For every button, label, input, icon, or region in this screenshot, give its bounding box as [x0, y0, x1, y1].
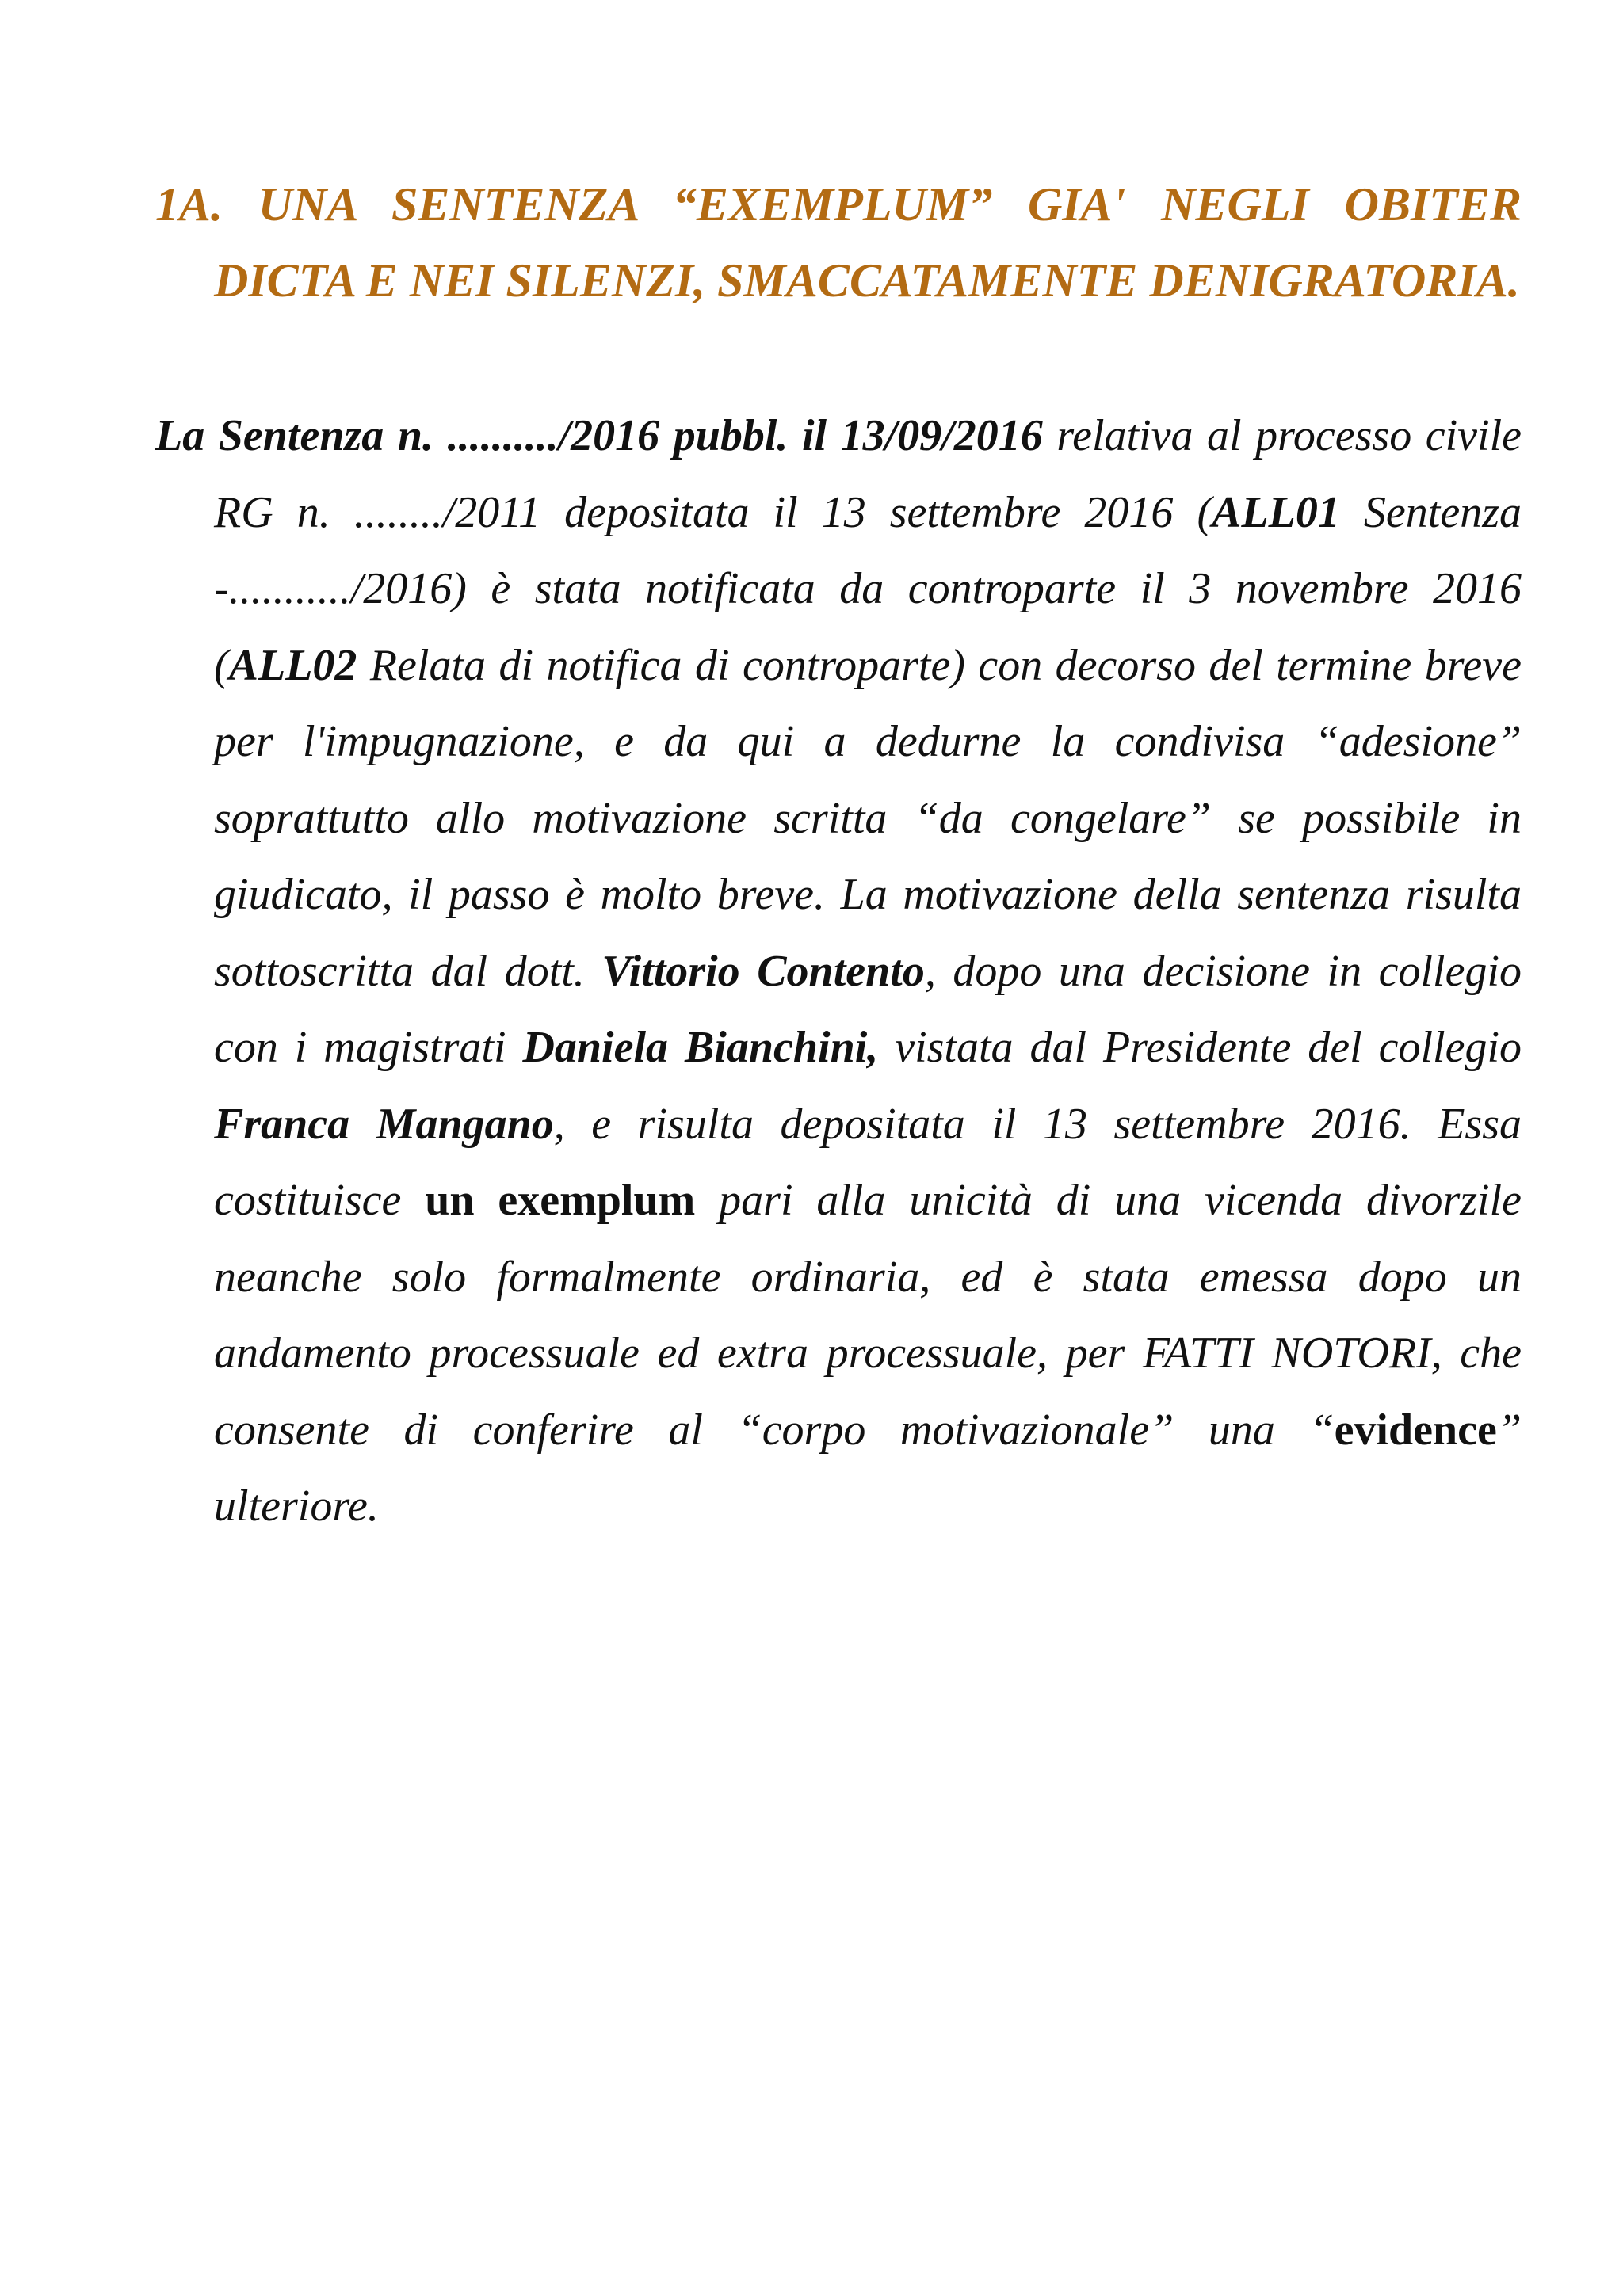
paragraph-text: ” ulteriore.	[214, 1405, 1522, 1531]
exemplum-emphasis: un exemplum	[425, 1176, 696, 1225]
magistrate-name: Vittorio Contento	[601, 946, 925, 996]
body-paragraph	[155, 398, 1522, 1545]
evidence-emphasis: evidence	[1334, 1405, 1497, 1455]
sentence-reference: La Sentenza n. ........../2016 pubbl. il 13/09/2016	[155, 411, 1043, 460]
paragraph-text: Sentenza -.........../2016) è stata notificata da controparte il 3 novembre 2016 (	[214, 487, 1522, 690]
paragraph-text: relativa al processo civile RG n. ......../2011 depositata il 13 settembre 2016 (	[214, 411, 1522, 537]
paragraph-text: pari alla unicità di una vicenda divorzile neanche solo formalmente ordinaria, ed è stata emessa dopo un andamento processuale ed extra processuale, per FATTI NOTORI, che consente di conferire al “corpo motivazionale” una “	[214, 1176, 1522, 1455]
attachment-ref-all01: ALL01	[1212, 487, 1340, 537]
section-heading: 1A. UNA SENTENZA “EXEMPLUM” GIA' NEGLI OBITER DICTA E NEI SILENZI, SMACCATAMENTE DENIGRATORIA.	[155, 178, 1522, 307]
attachment-ref-all02: ALL02	[228, 640, 357, 690]
president-name: Franca Mangano	[214, 1099, 554, 1149]
magistrate-name: Daniela Bianchini,	[522, 1023, 879, 1072]
paragraph-text: , dopo una decisione in collegio con i magistrati	[214, 946, 1522, 1072]
paragraph-text: vistata dal Presidente del collegio	[878, 1023, 1522, 1072]
paragraph-text: , e risulta depositata il 13 settembre 2016. Essa costituisce	[214, 1099, 1522, 1225]
paragraph-text: Relata di notifica di controparte) con decorso del termine breve per l'impugnazione, e da qui a dedurne la condivisa “adesione” soprattutto allo motivazione scritta “da congelare” se possibile in giudicato, il passo è molto breve. La motivazione della sentenza risulta sottoscritta dal dott.	[214, 640, 1522, 996]
